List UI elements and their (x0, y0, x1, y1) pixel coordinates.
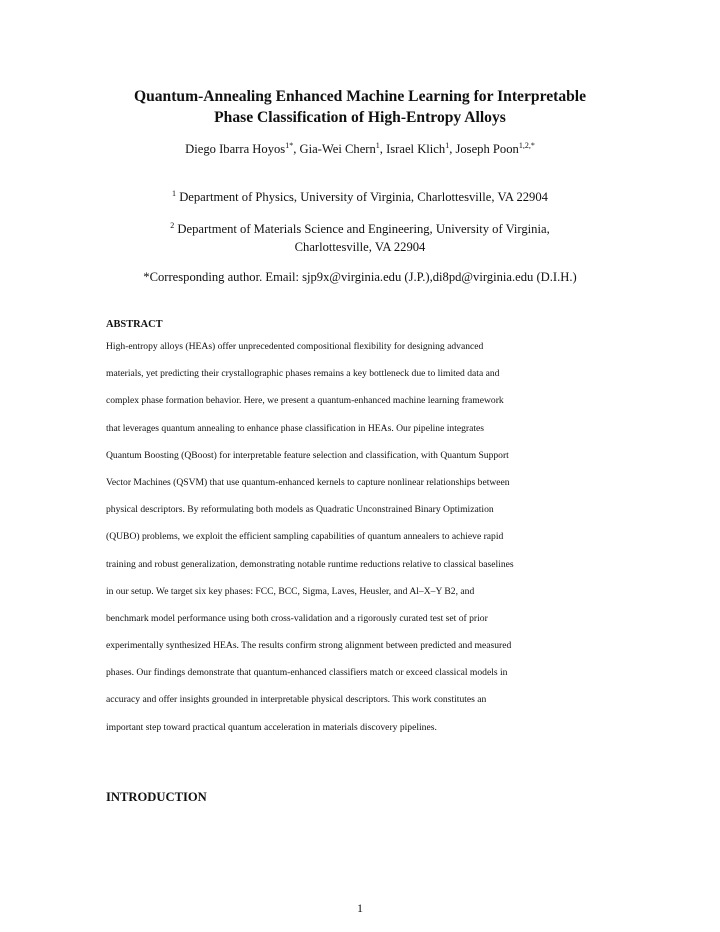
abstract-line: High-entropy alloys (HEAs) offer unprecedented compositional flexibility for designing advanced (106, 341, 484, 352)
abstract-line: important step toward practical quantum acceleration in materials discovery pipelines. (106, 721, 437, 733)
abstract-line: complex phase formation behavior. Here, we present a quantum-enhanced machine learning framework (106, 395, 504, 407)
abstract-line: physical descriptors. By reformulating both models as Quadratic Unconstrained Binary Optimization (106, 504, 494, 516)
abstract-line: Vector Machines (QSVM) that use quantum-enhanced kernels to capture nonlinear relationships between (106, 476, 510, 488)
affiliation (90, 220, 630, 256)
abstract-line: phases. Our findings demonstrate that quantum-enhanced classifiers match or exceed classical models in (106, 667, 508, 679)
affiliation-text: Charlottesville, VA 22904 (294, 240, 426, 254)
abstract-line: training and robust generalization, demonstrating notable runtime reductions relative to classical baselines (106, 558, 514, 570)
author-affiliation-mark: 1* (285, 140, 294, 150)
affiliation-text: Department of Materials Science and Engineering, University of Virginia, (174, 222, 550, 236)
affiliation-mark: 1 (172, 188, 177, 198)
paper-title (60, 86, 660, 128)
abstract-line: in our setup. We target six key phases: FCC, BCC, Sigma, Laves, Heusler, and Al–X–Y B2, and (106, 585, 475, 597)
section-heading-introduction: INTRODUCTION (106, 790, 207, 804)
affiliation (90, 188, 630, 206)
author (185, 142, 299, 156)
author-affiliation-mark: 1 (445, 140, 450, 150)
abstract-body (106, 340, 614, 748)
author (455, 142, 534, 156)
title-line: Quantum-Annealing Enhanced Machine Learning for Interpretable (133, 88, 587, 105)
author-affiliation-mark: 1,2,* (518, 140, 535, 150)
author (300, 142, 387, 156)
abstract-heading: ABSTRACT (106, 319, 163, 330)
abstract-line: benchmark model performance using both cross-validation and a rigorously curated test set of prior (106, 612, 488, 624)
affiliation-text: Department of Physics, University of Virginia, Charlottesville, VA 22904 (176, 190, 548, 204)
author-name: Joseph Poon (455, 142, 519, 156)
author-list (60, 141, 660, 157)
title-line: Phase Classification of High-Entropy Alloys (214, 109, 506, 126)
author-name: Israel Klich (386, 142, 446, 156)
abstract-line: that leverages quantum annealing to enhance phase classification in HEAs. Our pipeline integrates (106, 422, 485, 434)
affiliation-mark: 2 (170, 220, 175, 230)
author-affiliation-mark: 1 (375, 140, 380, 150)
abstract-line: experimentally synthesized HEAs. The results confirm strong alignment between predicted and measured (106, 640, 512, 652)
author-separator: , (379, 142, 387, 156)
abstract-line: Quantum Boosting (QBoost) for interpretable feature selection and classification, with Quantum Support (106, 449, 509, 461)
author-name: Gia-Wei Chern (299, 142, 376, 156)
corresponding-author: *Corresponding author. Email: sjp9x@virginia.edu (J.P.),di8pd@virginia.edu (D.I.H.) (143, 270, 577, 284)
author-name: Diego Ibarra Hoyos (185, 142, 286, 156)
abstract-line: materials, yet predicting their crystallographic phases remains a key bottleneck due to limited data and (106, 368, 500, 380)
author-separator: , (293, 142, 300, 156)
abstract-line: accuracy and offer insights grounded in interpretable physical descriptors. This work constitutes an (106, 694, 487, 706)
author-separator: , (449, 142, 456, 156)
author (386, 142, 455, 156)
abstract-line: (QUBO) problems, we exploit the efficient sampling capabilities of quantum annealers to achieve rapid (106, 531, 504, 543)
page-number: 1 (357, 901, 363, 915)
